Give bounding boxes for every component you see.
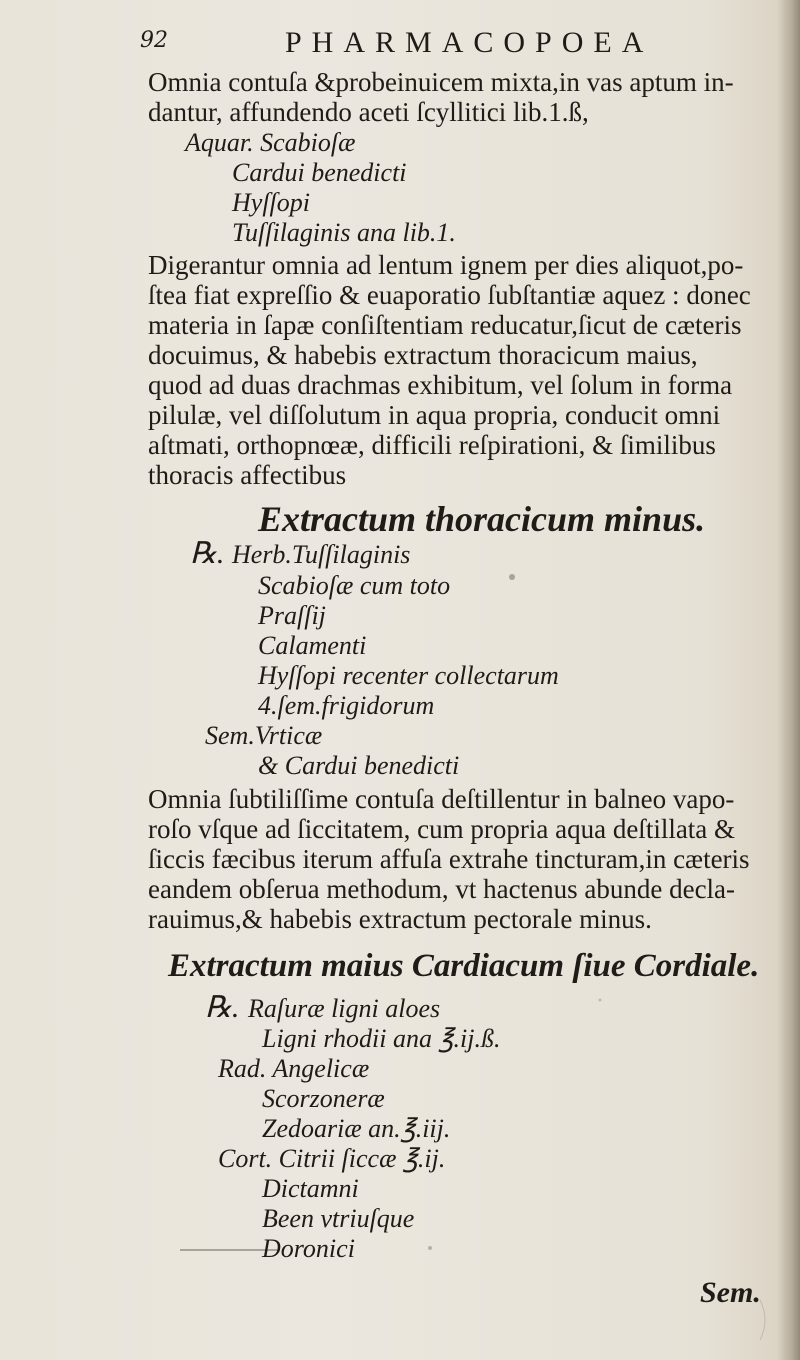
ingredient-line: Hyſſopi recenter collectarum <box>258 661 559 690</box>
ingredient-line: Tuſſilaginis ana lib.1. <box>232 218 456 247</box>
body-line: pilulæ, vel diſſolutum in aqua propria, conducit omni <box>148 400 721 430</box>
ingredient-line: Scorzoneræ <box>262 1084 385 1113</box>
body-line: ſtea fiat expreſſio & euaporatio ſubſtantiæ aquez : donec <box>148 280 751 310</box>
body-line: Digerantur omnia ad lentum ignem per dies aliquot,po- <box>148 250 744 280</box>
body-line: ſiccis fæcibus iterum affuſa extrahe tincturam,in cæteris <box>148 844 750 874</box>
ingredient-line: Hyſſopi <box>232 188 310 217</box>
body-line: aſtmati, orthopnœæ, difficili reſpirationi, & ſimilibus <box>148 430 716 460</box>
ingredient-line: Herb.Tuſſilaginis <box>232 540 411 569</box>
ingredient-line: Ligni rhodii ana ℥.ij.ß. <box>262 1024 501 1053</box>
ingredient-line: Praſſij <box>258 601 326 630</box>
section-heading: Extractum maius Cardiacum ſiue Cordiale. <box>168 948 760 984</box>
ingredient-line: Scabioſæ cum toto <box>258 571 451 600</box>
ingredient-line: Raſuræ ligni aloes <box>248 994 441 1023</box>
ingredient-line: Calamenti <box>258 631 367 660</box>
body-line: rauimus,& habebis extractum pectorale minus. <box>148 904 652 934</box>
body-line: dantur, affundendo aceti ſcyllitici lib.1.ß, <box>148 97 589 127</box>
body-line: eandem obſerua methodum, vt hactenus abunde decla- <box>148 874 736 904</box>
ingredient-line: Sem.Vrticæ <box>205 721 323 750</box>
ingredient-line: & Cardui benedicti <box>258 751 460 780</box>
ingredient-line: Doronici <box>262 1234 355 1263</box>
ingredient-line: Zedoariæ an.℥.iij. <box>262 1114 451 1143</box>
section-heading: Extractum thoracicum minus. <box>258 499 706 539</box>
ingredient-line: Rad. Angelicæ <box>218 1054 370 1083</box>
page-number: 92 <box>140 28 168 53</box>
ingredient-line: 4.ſem.frigidorum <box>258 691 435 720</box>
body-line: materia in ſapæ conſiſtentiam reducatur,ſicut de cæteris <box>148 310 742 340</box>
ingredient-line: Cort. Citrii ſiccæ ℥.ij. <box>218 1144 446 1173</box>
recipe-symbol: ℞. <box>190 537 225 570</box>
ingredient-line: Dictamni <box>262 1174 359 1203</box>
body-line: Omnia contuſa &probeinuicem mixta,in vas aptum in- <box>148 67 734 97</box>
running-title: PHARMACOPOEA <box>285 26 654 59</box>
body-line: thoracis affectibus <box>148 460 347 490</box>
body-line: docuimus, & habebis extractum thoracicum maius, <box>148 340 698 370</box>
body-line: roſo vſque ad ſiccitatem, cum propria aqua deſtillata & <box>148 814 736 844</box>
catchword: Sem. <box>700 1276 761 1309</box>
ingredient-line: Aquar. Scabioſæ <box>185 128 356 157</box>
body-line: quod ad duas drachmas exhibitum, vel ſolum in forma <box>148 370 733 400</box>
ingredient-line: Cardui benedicti <box>232 158 407 187</box>
page-header <box>140 26 700 66</box>
recipe-symbol: ℞. <box>205 991 240 1024</box>
body-line: Omnia ſubtiliſſime contuſa deſtillentur in balneo vapo- <box>148 784 735 814</box>
ingredient-line: Been vtriuſque <box>262 1204 415 1233</box>
